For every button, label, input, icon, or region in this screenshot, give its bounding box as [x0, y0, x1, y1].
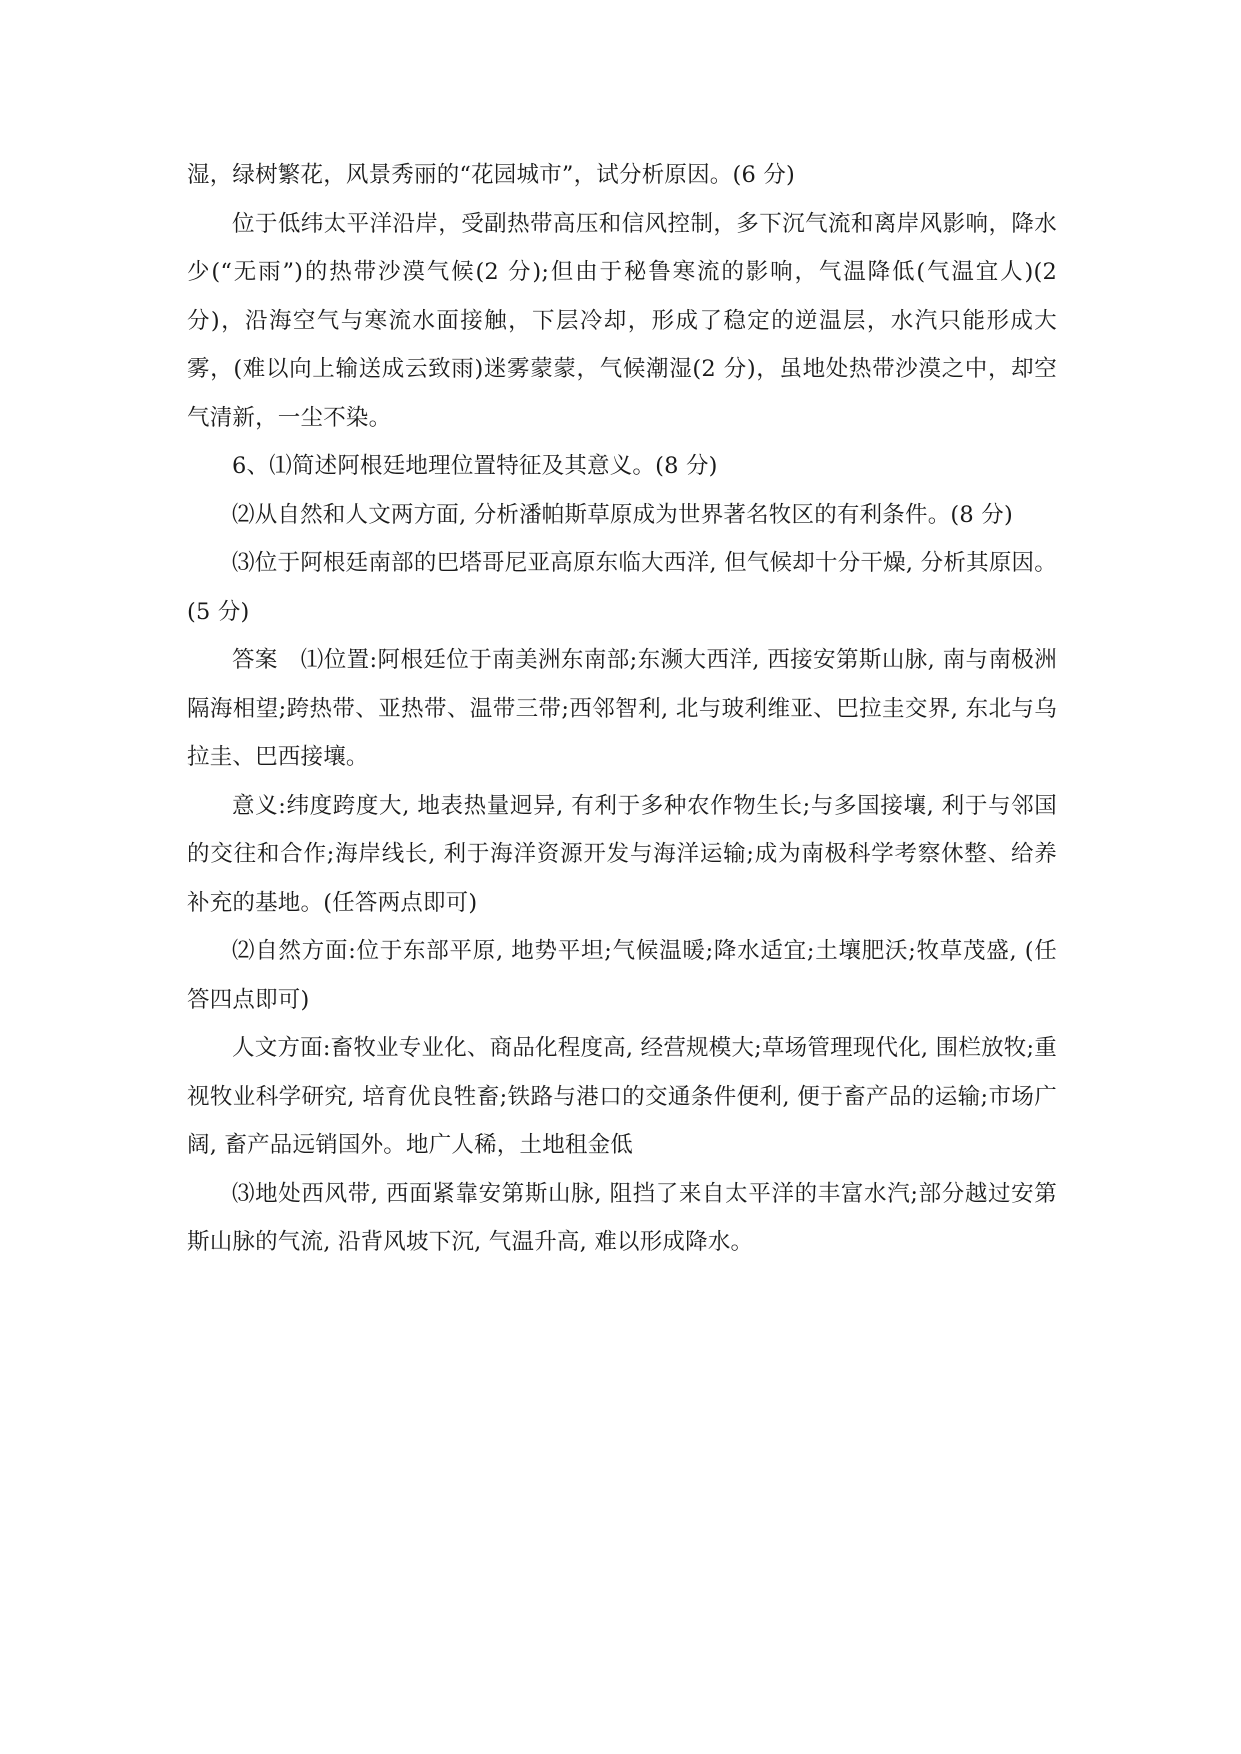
paragraph-answer-6-part-2-natural: ⑵自然方面:位于东部平原, 地势平坦;气候温暖;降水适宜;土壤肥沃;牧草茂盛, (任答四点即可): [187, 938, 1057, 1013]
document-body: [187, 151, 1057, 1267]
paragraph-answer-6-part-2-human: 人文方面:畜牧业专业化、商品化程度高, 经营规模大;草场管理现代化, 围栏放牧;重视牧业科学研究, 培育优良牲畜;铁路与港口的交通条件便利, 便于畜产品的运输;市场广阔, 畜产品远销国外。地广人稀，土地租金低: [187, 1035, 1057, 1158]
paragraph-answer-6-part-1-location: 答案 ⑴位置:阿根廷位于南美洲东南部;东濒大西洋, 西接安第斯山脉, 南与南极洲隔海相望;跨热带、亚热带、温带三带;西邻智利, 北与玻利维亚、巴拉圭交界, 东北与乌拉圭、巴西接壤。: [187, 647, 1057, 770]
paragraph-answer-6-part-3: ⑶地处西风带, 西面紧靠安第斯山脉, 阻挡了来自太平洋的丰富水汽;部分越过安第斯山脉的气流, 沿背风坡下沉, 气温升高, 难以形成降水。: [187, 1180, 1057, 1255]
paragraph-question-6-part-3: ⑶位于阿根廷南部的巴塔哥尼亚高原东临大西洋, 但气候却十分干燥, 分析其原因。(5 分): [187, 550, 1057, 625]
paragraph-answer-6-part-1-significance: 意义:纬度跨度大, 地表热量迥异, 有利于多种农作物生长;与多国接壤, 利于与邻国的交往和合作;海岸线长, 利于海洋资源开发与海洋运输;成为南极科学考察休整、给养补充的基地。(任答两点即可): [187, 792, 1057, 916]
paragraph-answer-5: 位于低纬太平洋沿岸，受副热带高压和信风控制，多下沉气流和离岸风影响，降水少(“无雨”)的热带沙漠气候(2 分);但由于秘鲁寒流的影响，气温降低(气温宜人)(2 分)，沿海空气与寒流水面接触，下层冷却，形成了稳定的逆温层，水汽只能形成大雾，(难以向上输送成云致雨)迷雾蒙蒙，气候潮湿(2 分)，虽地处热带沙漠之中，却空气清新，一尘不染。: [187, 210, 1057, 431]
paragraph-question-6-part-1: 6、⑴简述阿根廷地理位置特征及其意义。(8 分): [232, 453, 718, 479]
paragraph-question-5-tail: 湿，绿树繁花，风景秀丽的“花园城市”，试分析原因。(6 分): [187, 162, 796, 188]
paragraph-question-6-part-2: ⑵从自然和人文两方面, 分析潘帕斯草原成为世界著名牧区的有利条件。(8 分): [232, 501, 1013, 528]
